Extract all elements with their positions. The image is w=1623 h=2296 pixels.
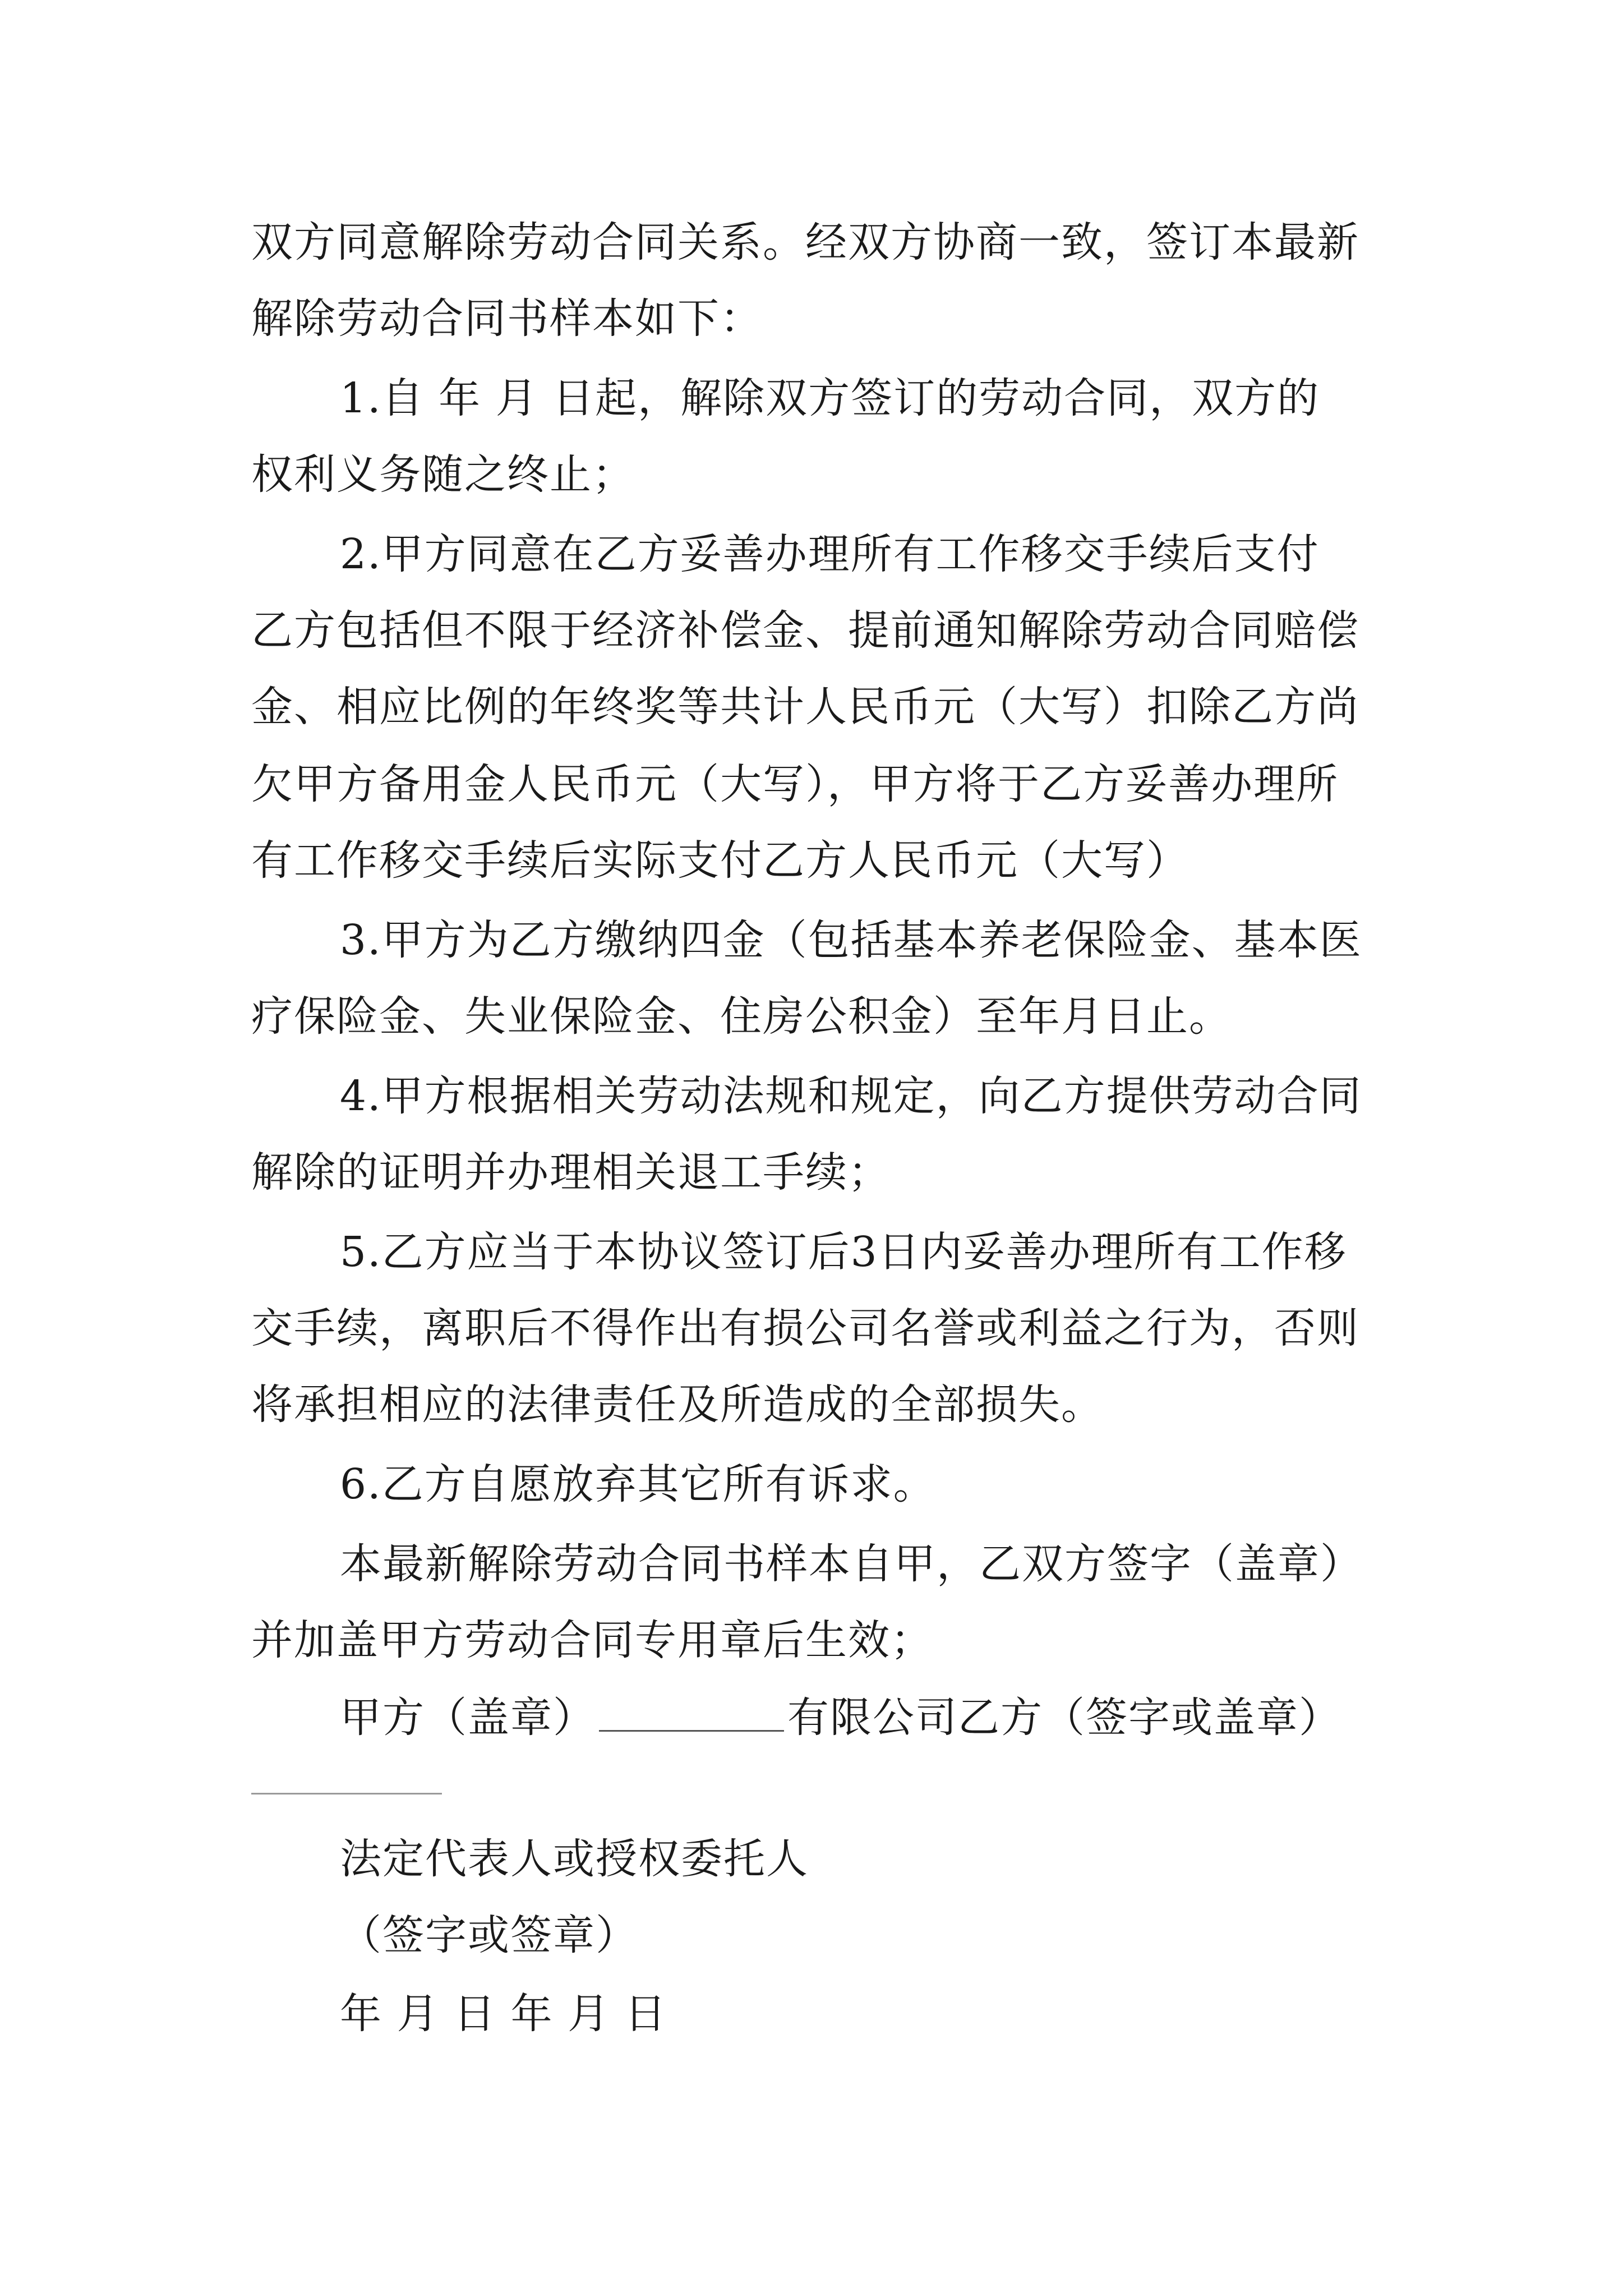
text-line: 解除的证明并办理相关退工手续； [251, 1148, 891, 1197]
text-line: 疗保险金、失业保险金、住房公积金）至年月日止。 [251, 992, 1232, 1041]
text-line: 1.自 年 月 日起，解除双方签订的劳动合同，双方的 [340, 374, 1320, 422]
text-line: 有工作移交手续后实际支付乙方人民币元（大写） [251, 836, 1189, 885]
party-a-label: 甲方（盖章） [340, 1694, 596, 1742]
text-line: 将承担相应的法律责任及所造成的全部损失。 [251, 1381, 1104, 1429]
signature-line [340, 1690, 1341, 1746]
text-line: 乙方包括但不限于经济补偿金、提前通知解除劳动合同赔偿 [251, 606, 1359, 655]
text-line: 5.乙方应当于本协议签订后3日内妥善办理所有工作移 [340, 1228, 1347, 1276]
blank-underline [251, 1793, 442, 1795]
footer-line: 法定代表人或授权委托人 [340, 1835, 809, 1883]
text-line: 6.乙方自愿放弃其它所有诉求。 [340, 1460, 936, 1508]
text-line: 2.甲方同意在乙方妥善办理所有工作移交手续后支付 [340, 530, 1320, 578]
text-line: 欠甲方备用金人民币元（大写），甲方将于乙方妥善办理所 [251, 760, 1339, 808]
text-line: 交手续，离职后不得作出有损公司名誉或利益之行为，否则 [251, 1304, 1359, 1352]
text-line: 并加盖甲方劳动合同专用章后生效； [251, 1616, 933, 1664]
footer-line: 年 月 日 年 月 日 [340, 1990, 667, 2038]
company-suffix: 有限公司乙方（签字或盖章） [787, 1694, 1341, 1742]
text-line: 本最新解除劳动合同书样本自甲，乙双方签字（盖章） [340, 1540, 1363, 1588]
text-line: 双方同意解除劳动合同关系。经双方协商一致，签订本最新 [251, 218, 1359, 266]
text-line: 4.甲方根据相关劳动法规和规定，向乙方提供劳动合同 [340, 1072, 1362, 1120]
text-line: 解除劳动合同书样本如下： [251, 295, 763, 343]
signature-blank [599, 1696, 784, 1732]
text-line: 权利义务随之终止； [251, 450, 635, 499]
text-line: 3.甲方为乙方缴纳四金（包括基本养老保险金、基本医 [340, 916, 1362, 964]
text-line: 金、相应比例的年终奖等共计人民币元（大写）扣除乙方尚 [251, 683, 1359, 731]
footer-line: （签字或签章） [340, 1911, 638, 1959]
